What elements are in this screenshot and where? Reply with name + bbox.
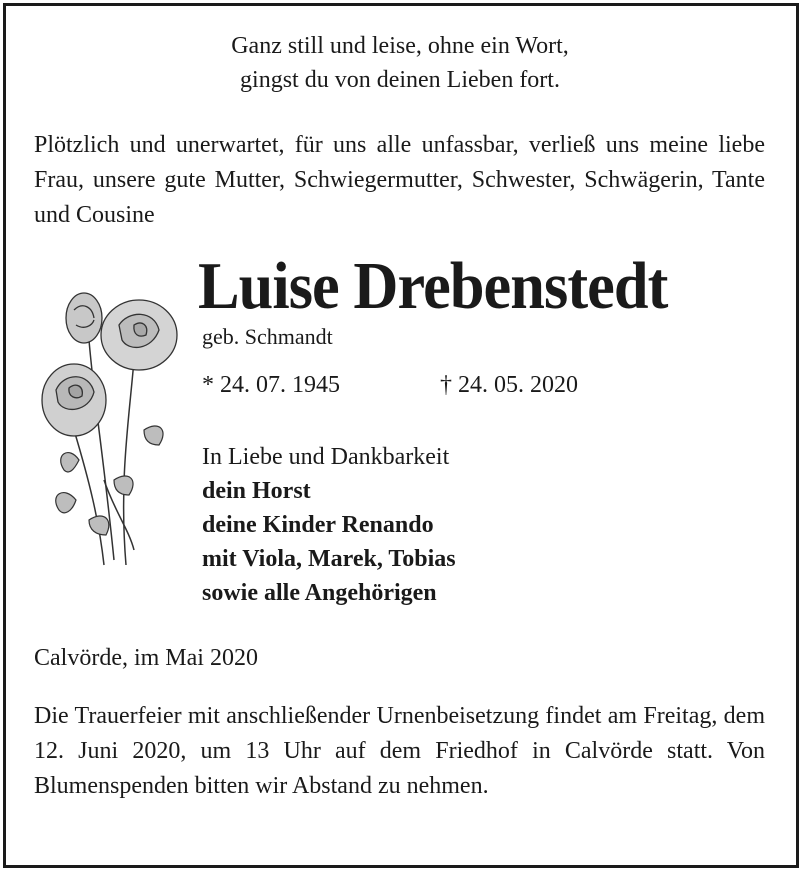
- birth-date: * 24. 07. 1945: [202, 372, 340, 398]
- place-date: Calvörde, im Mai 2020: [34, 645, 258, 671]
- mourners-intro: In Liebe und Dankbarkeit: [202, 444, 450, 470]
- roses-icon: [34, 280, 184, 570]
- verse-line-1: Ganz still und leise, ohne ein Wort,: [231, 33, 569, 59]
- funeral-notice: Die Trauerfeier mit anschließender Urnenbeisetzung findet am Freitag, dem 12. Juni 2020, um 13 Uhr auf dem Friedhof in Calvörde statt. Von Blumenspenden bitten wir Abstand zu nehmen.: [34, 703, 765, 799]
- death-date: † 24. 05. 2020: [440, 372, 578, 398]
- deceased-name: Luise Drebenstedt: [198, 249, 668, 323]
- mourner-line: sowie alle Angehörigen: [202, 580, 437, 606]
- mourner-line: dein Horst: [202, 478, 311, 504]
- mourner-line: mit Viola, Marek, Tobias: [202, 546, 456, 572]
- mourner-line: deine Kinder Renando: [202, 512, 434, 538]
- birth-name: geb. Schmandt: [202, 324, 333, 349]
- verse-line-2: gingst du von deinen Lieben fort.: [240, 67, 560, 93]
- intro-text: Plötzlich und unerwartet, für uns alle unfassbar, verließ uns meine liebe Frau, unsere gute Mutter, Schwiegermutter, Schwester, Schwägerin, Tante und Cousine: [34, 132, 765, 228]
